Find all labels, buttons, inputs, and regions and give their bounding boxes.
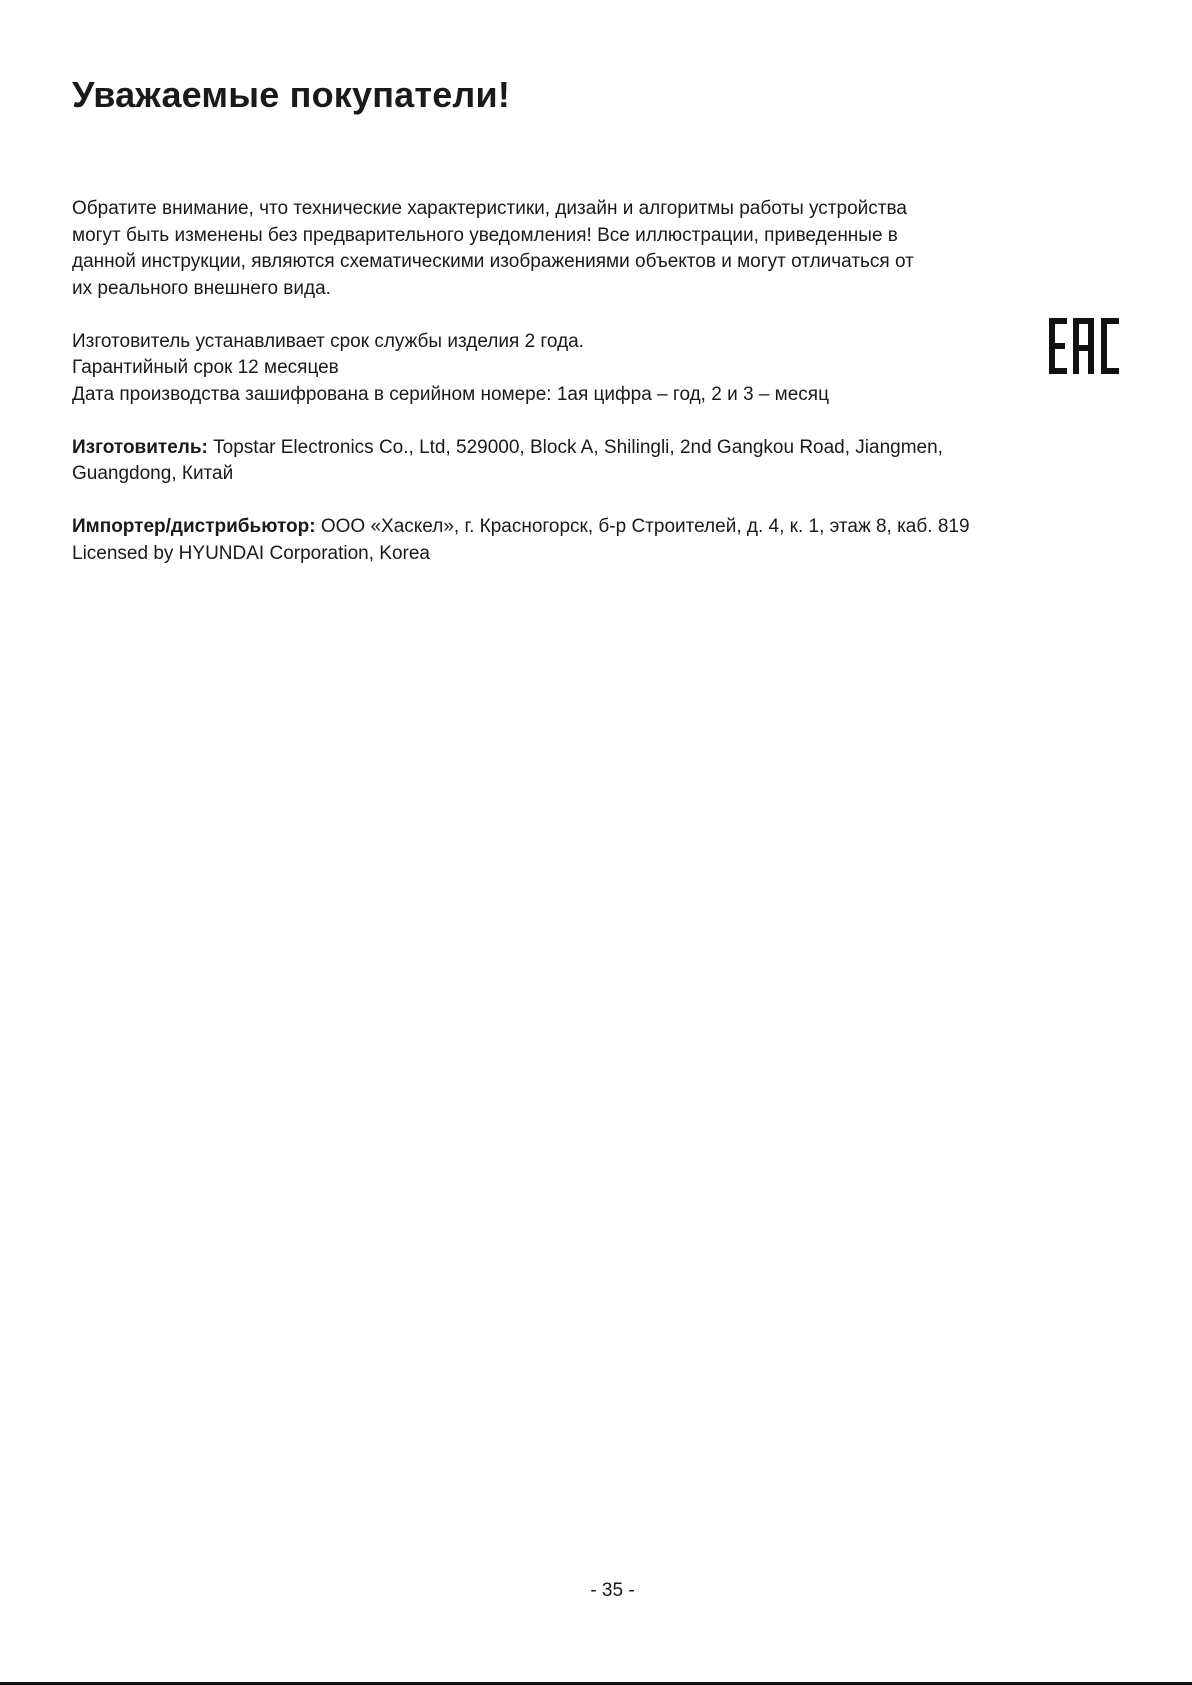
notice-line: могут быть изменены без предварительного уведомления! Все иллюстрации, приведенные в <box>72 224 898 246</box>
production-date-note: Дата производства зашифрована в серийном номере: 1ая цифра – год, 2 и 3 – месяц <box>72 383 829 405</box>
manufacturer-paragraph <box>72 435 1022 488</box>
warranty-period: Гарантийный срок 12 месяцев <box>72 357 339 378</box>
service-lifetime: Изготовитель устанавливает срок службы изделия 2 года. <box>72 330 585 352</box>
importer-address: ООО «Хаскел», г. Красногорск, б-р Строителей, д. 4, к. 1, этаж 8, каб. 819 <box>315 516 970 537</box>
notice-line: данной инструкции, являются схематическими изображениями объектов и могут отличаться от <box>72 251 914 272</box>
eac-letter-a <box>1073 318 1094 374</box>
importer-paragraph <box>72 514 1022 567</box>
manufacturer-address-cont: Guangdong, Китай <box>72 463 234 484</box>
eac-letter-e <box>1049 318 1067 374</box>
notice-paragraph <box>72 196 1022 302</box>
document-body <box>72 196 1022 567</box>
manufacturer-address: Topstar Electronics Co., Ltd, 529000, Block A, Shilingli, 2nd Gangkou Road, Jiangmen, <box>207 436 943 458</box>
eac-certification-icon <box>1048 318 1120 374</box>
page-number: - 35 - <box>590 1580 635 1601</box>
manufacturer-label: Изготовитель: <box>72 436 208 458</box>
notice-line: Обратите внимание, что технические характеристики, дизайн и алгоритмы работы устройства <box>72 198 907 219</box>
eac-letter-c <box>1101 318 1119 374</box>
notice-line: их реального внешнего вида. <box>72 277 331 299</box>
service-paragraph <box>72 329 1022 409</box>
importer-label: Импортер/дистрибьютор: <box>72 516 316 537</box>
page-title: Уважаемые покупатели! <box>72 74 511 115</box>
license-note: Licensed by HYUNDAI Corporation, Korea <box>72 542 431 564</box>
